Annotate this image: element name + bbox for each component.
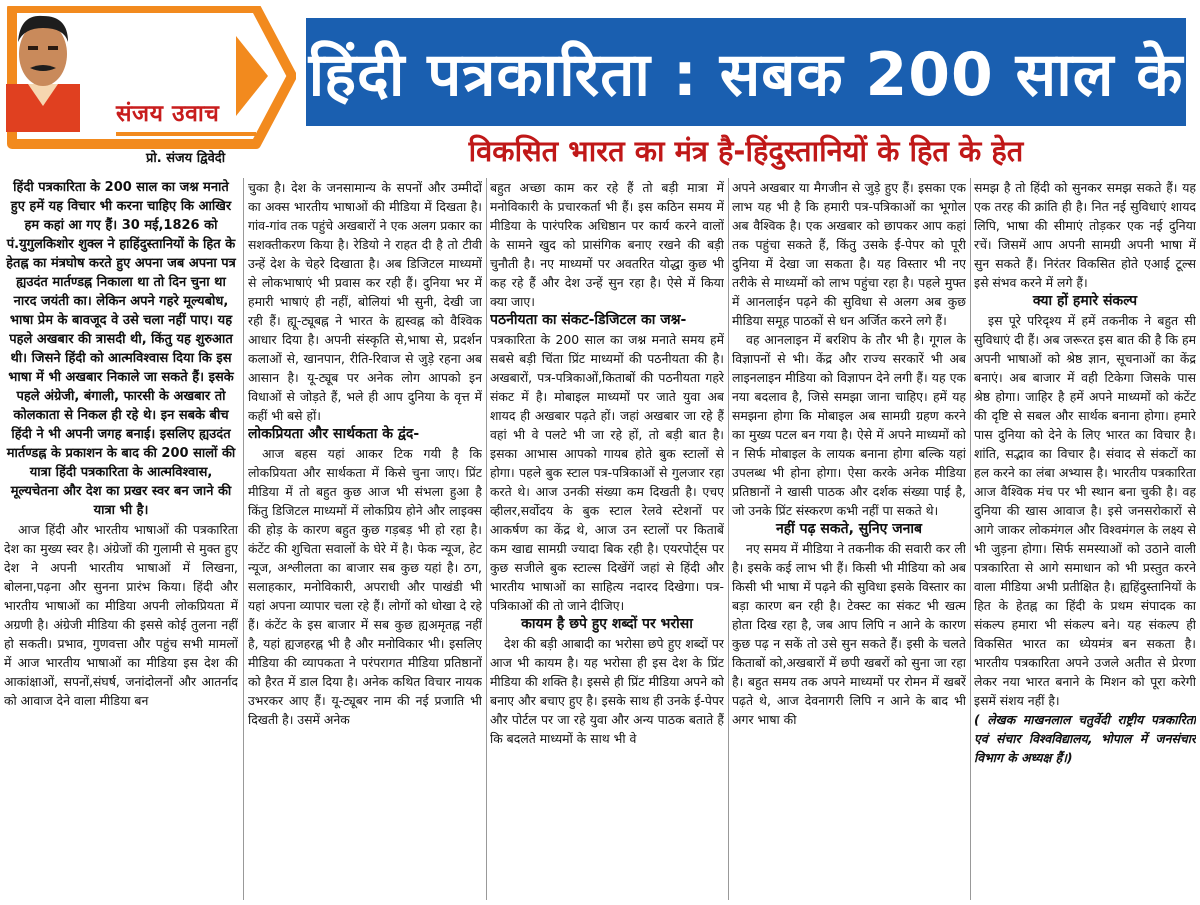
author-portrait xyxy=(6,6,80,132)
author-credit: ( लेखक माखनलाल चतुर्वेदी राष्ट्रीय पत्रकारिता एवं संचार विश्वविद्यालय, भोपाल में जनसंचार विभाग के अध्यक्ष हैं।) xyxy=(974,712,1196,765)
subheadline: विकसित भारत का मंत्र है-हिंदुस्तानियों के हित के हेत xyxy=(468,133,1024,168)
article-paragraph: अपने अखबार या मैगजीन से जुड़े हुए हैं। इसका एक लाभ यह भी है कि हमारी पत्र-पत्रिकाओं का भूगोल अब वैश्विक है। एक अखबार को छापकर आप कहां तक पहुंचा सकते हैं, किंतु उसके ई-पेपर को पूरी दुनिया में देखा जा सकता है। यह विस्तार भी नए तरीके से माध्यमों को लाभ पहुंचा रहा है। पहले मुफ्त में आनलाईन पढ़ने की सुविधा से अलग अब कुछ मीडिया समूह पाठकों से धन अर्जित करने लगे हैं। xyxy=(732,180,966,328)
article-column-2 xyxy=(248,178,482,900)
article-paragraph: नए समय में मीडिया ने तकनीक की सवारी कर ली है। इसके कई लाभ भी हैं। किसी भी मीडिया को अब किसी भी भाषा में पढ़ने की सुविधा इसके विस्तार का बड़ा कारण बन रही है। टेक्स्ट का संकट भी खत्म होता दिख रहा है, जब आप लिपि न आने के कारण कुछ पढ़ न सकें तो उसे सुन सकते हैं। इसी के चलते किताबों को,अखबारों में छपी खबरों को सुना जा रहा है। बहुत समय तक अपने माध्यमों पर रोमन में खबरें पढ़ते थे, आज देवनागरी लिपि न आने के बाद भी अगर भाषा की xyxy=(732,541,966,727)
column-divider xyxy=(486,178,487,900)
author-name: प्रो. संजय द्विवेदी xyxy=(146,151,226,166)
headline: हिंदी पत्रकारिता : सबक 200 साल के xyxy=(306,18,1186,126)
article-column-4 xyxy=(732,178,966,900)
section-heading: कायम है छपे हुए शब्दों पर भरोसा xyxy=(521,616,693,632)
article-paragraph: पत्रकारिता के 200 साल का जश्न मनाते समय हमें सबसे बड़ी चिंता प्रिंट माध्यमों की पठनीयता की है। अखबारों, पत्र-पत्रिकाओं,किताबों की पठनीयता गहरे संकट में है। मोबाइल माध्यमों पर जाते युवा अब शायद ही अखबार पढ़ते हों। जहां अखबार जा रहे हैं वहां भी वे पलटे भी जा रहे हों, तो बड़ी बात है। इसका आभास आपको गायब होते बुक स्टालों से होगा। पहले बुक स्टाल पत्र-पत्रिकाओं से गुलजार रहा करते थे। आज उनकी संख्या कम दिखती है। एचए व्हीलर,सर्वोदय के बुक स्टाल रेलवे स्टेशनों पर आकर्षण का केंद्र थे, आज उन स्टालों पर किताबें कम खाद्य सामग्री ज्यादा बिक रही है। एयरपोर्ट्स पर कुछ सजीले बुक स्टाल्स दिखेंगें जहां से हिंदी और भारतीय भाषाओं का साहित्य नदारद दिखेगा। पत्र- पत्रिकाओं की तो जाने दीजिए। xyxy=(490,332,724,613)
column-divider xyxy=(243,178,244,900)
column-title: संजय उवाच xyxy=(116,101,220,127)
article-paragraph: देश की बड़ी आबादी का भरोसा छपे हुए शब्दों पर आज भी कायम है। यह भरोसा ही इस देश के प्रिंट मीडिया की शक्ति है। इससे ही प्रिंट मीडिया अपने को बनाए और बचाए हुए है। इसके साथ ही उनके ई-पेपर और पोर्टल पर जा रहे युवा और अन्य पाठक बताते हैं कि बदलते माध्यमों के साथ भी वे xyxy=(490,636,724,746)
article-column-3 xyxy=(490,178,724,900)
article-paragraph: समझ है तो हिंदी को सुनकर समझ सकते हैं। यह एक तरह की क्रांति ही है। नित नई सुविधाएं शायद लिपि, भाषा की सीमाएं तोड़कर एक नई दुनिया रचें। जिसमें आप अपनी सामग्री अपनी भाषा में सुन सकते हैं। निरंतर विकसित होते एआई टूल्स इसे संभव करने में लगे हैं। xyxy=(974,180,1196,290)
section-heading: नहीं पढ़ सकते, सुनिए जनाब xyxy=(775,521,923,537)
article-paragraph: बहुत अच्छा काम कर रहे हैं तो बड़ी मात्रा में मनोविकारी के प्रचारकर्ता भी हैं। इस कठिन समय में मीडिया के पारंपरिक अधिष्ठान पर कार्य करने वालों के सामने खुद को प्रासंगिक बनाए रखने की बड़ी चुनौती है। नए माध्यमों पर अवतरित योद्धा कुछ भी कह रहे हैं और देश उन्हें सुन रहा है। ऐसे में किया क्या जाए। xyxy=(490,180,724,309)
article-paragraph: चुका है। देश के जनसामान्य के सपनों और उम्मीदों का अक्स भारतीय भाषाओं की मीडिया में दिखता है। गांव-गांव तक पहुंचे अखबारों ने एक अलग प्रकार का सशक्तीकरण किया है। रेडियो ने राहत दी है तो टीवी उन्हें देश के चेहरे दिखाता है। अब डिजिटल माध्यमों से लोकभाषाएं भी प्रवास कर रही हैं। दुनिया भर में हमारी भाषाएं ही नहीं, बोलियां भी सुनी, देखी जा रही हैं। ह्यू-ट्यूबह्न ने भारत के ह्यस्वह्न को वैश्विक आधार दिया है। अपनी संस्कृति से,भाषा से, प्रदर्शन कलाओं से, खानपान, रीति-रिवाज से जुड़े रहना अब आसान है। यू-ट्यूब पर अनेक लोग आपको इन विधाओं से जोड़ते हैं, भले ही आप दुनिया के वृत्त में कहीं भी बसे हों। xyxy=(248,180,482,423)
article-paragraph: वह आनलाइन में बरशिप के तौर भी है। गूगल के विज्ञापनों से भी। केंद्र और राज्य सरकारें भी अब लाइनलाइन मीडिया को विज्ञापन देने लगी हैं। यह एक नया बदलाव है, जिसे समझा जाना चाहिए। हमें यह समझना होगा कि मोबाइल अब सामग्री ग्रहण करने का मुख्य पटल बन गया है। ऐसे में अपने माध्यमों को न सिर्फ मोबाइल के लायक बनाना होगा बल्कि यहां उपलब्ध भी होना होगा। ऐसा करके अनेक मीडिया प्रतिष्ठानों ने खासी पाठक और दर्शक संख्या पाई है, जो उनके प्रिंट संस्करण कभी नहीं पा सकते थे। xyxy=(732,332,966,518)
columnist-badge xyxy=(6,6,296,174)
section-heading: लोकप्रियता और सार्थकता के द्वंद- xyxy=(248,426,420,442)
intro-paragraph: हिंदी पत्रकारिता के 200 साल का जश्न मनाते हुए हमें यह विचार भी करना चाहिए कि आखिर हम कहां आ गए हैं। 30 मई,1826 को पं.युगुलकिशोर शुक्ल ने हाहिंदुस्तानियों के हित के हेतह्न का मंत्रघोष करते हुए अपना जब अपना पत्र ह्यउदंत मार्तण्डह्न निकाला था तो दिन चुना था नारद जयंती का। लेकिन अपने गहरे मूल्यबोध, भाषा प्रेम के बावजूद वे उसे चला नहीं पाए। यह पहले अखबार की त्रासदी थी, किंतु यह शुरुआत थी। जिसने हिंदी को आत्मविश्वास दिया कि इस भाषा में भी अखबार निकाले जा सकते हैं। इसके पहले अंग्रेजी, बंगाली, फारसी के अखबार तो कोलकाता से निकल ही रहे थे। इन सबके बीच हिंदी ने भी अपनी जगह बनाई। इसलिए ह्यउदंत मार्तण्डह्न के प्रकाशन के बाद की 200 सालों की यात्रा हिंदी पत्रकारिता के आत्मविश्वास, मूल्यचेतना और देश का प्रखर स्वर बन जाने की यात्रा भी है। xyxy=(6,180,236,518)
section-heading: क्या हों हमारे संकल्प xyxy=(1032,293,1138,309)
article-paragraph: आज हिंदी और भारतीय भाषाओं की पत्रकारिता देश का मुख्य स्वर है। अंग्रेजों की गुलामी से मुक्त हुए देश ने अपनी भारतीय भाषाओं में लिखना, बोलना,पढ़ना और सुनना प्रारंभ किया। हिंदी और भारतीय भाषाओं का मीडिया अपनी लोकप्रियता में अग्रणी है। अंग्रेजी मीडिया की इससे कोई तुलना नहीं हो सकती। प्रभाव, गुणवत्ता और पहुंच सभी मामलों में आज भारतीय भाषाओं का मीडिया इस देश की आकांक्षाओं, सपनों,संघर्ष, जनांदोलनों और आतर्नाद को आवाज देने वाला मीडिया बन xyxy=(4,522,238,708)
article-column-1 xyxy=(4,178,238,900)
section-heading: पठनीयता का संकट-डिजिटल का जश्न- xyxy=(490,312,687,328)
article-column-5 xyxy=(974,178,1196,900)
article-paragraph: इस पूरे परिदृश्य में हमें तकनीक ने बहुत सी सुविधाएं दी हैं। अब जरूरत इस बात की है कि हम अपनी भाषाओं को श्रेष्ठ ज्ञान, सूचनाओं का केंद्र बनाएं। अब बाजार में वही टिकेगा जिसके पास श्रेष्ठ होगा। जाहिर है हमें अपने माध्यमों को कंटेंट की दृष्टि से सबल और सार्थक बनाना होगा। हमारे पास दुनिया को देने के लिए भारत का विचार है। शांति, सद्भाव का विचार है। संवाद से संकटों का हल करने का लंबा अभ्यास है। भारतीय पत्रकारिता आज वैश्विक मंच पर भी स्थान बना चुकी है। वह दुनिया की खास आवाज है। इसे जनसरोकारों से आगे जाकर लोकमंगल और विश्वमंगल के लक्ष्य से भी जुड़ना होगा। सिर्फ समस्याओं को उठाने वाली पत्रकारिता से आगे समाधान को भी प्रस्तुत करने वाला मीडिया अभी प्रतीक्षित है। ह्यहिंदुस्तानियों के हित के हेतह्न का हिंदी के प्रथम संपादक का संकल्प हमारा भी संकल्प बने। यह संकल्प ही विकसित भारत का ध्येयमंत्र बन सकता है। भारतीय पत्रकारिता अपने उजले अतीत से प्रेरणा लेकर नया भारत बनाने के मिशन को पूरा करेगी इसमें संशय नहीं है। xyxy=(974,313,1196,708)
column-divider xyxy=(728,178,729,900)
article-paragraph: आज बहस यहां आकर टिक गयी है कि लोकप्रियता और सार्थकता में किसे चुना जाए। प्रिंट मीडिया में तो बहुत कुछ आज भी संभला हुआ है किंतु डिजिटल माध्यमों में लोकप्रिय होने और लाइक्स की होड़ के कारण बहुत कुछ गड़बड़ भी हो रहा है। कंटेंट की शुचिता सवालों के घेरे में है। फेक न्यूज, हेट न्यूज, अश्लीलता का बाजार सब कुछ यहां है। ठग, सलाहकार, मनोविकारी, अपराधी और पाखंडी भी यहां अपना व्यापार चला रहे हैं। लोगों को धोखा दे रहे हैं। कंटेंट के इस बाजार में सब कुछ ह्यअमृतह्न नहीं है, यहां ह्यजहरह्न भी है और मनोविकार भी। इसलिए मीडिया की व्यापकता ने परंपरागत मीडिया प्रतिष्ठानों को हैरत में डाल दिया है। अनेक कथित विचार नायक उभरकर आए हैं। यू-ट्यूबर नाम की नई प्रजाति भी दिखती है। उसमें अनेक xyxy=(248,446,482,727)
column-divider xyxy=(970,178,971,900)
